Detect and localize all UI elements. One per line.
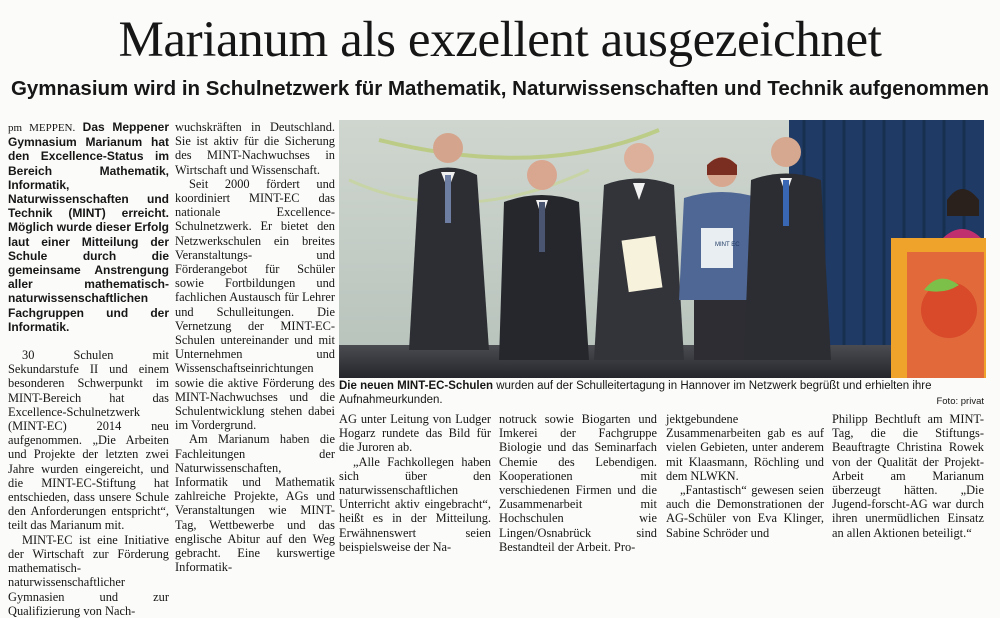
article-column-4 [499,412,657,553]
lead-text: Das Meppener Gymnasium Marianum hat den Excellence-Status im Bereich Mathematik, Informatik, Naturwissenschaften und Technik (MINT) erreicht. Möglich wurde dieser Erfolg laut einer Mitteilung der Schule durch die gemeinsame Anstrengung aller mathematisch-naturwissenschaftlichen Fachgruppen und der Informatik. [8,120,169,334]
body-paragraph: Philipp Bechtluft am MINT-Tag, die die Stiftungs-Beauftragte Christina Rowek von der Qualität der Projekt-Arbeit am Marianum überzeugt hätten. „Die Jugend-forscht-AG war durch ihren unermüdlichen Einsatz an allen Aktionen beteiligt.“ [832,412,984,540]
caption-text: wurden auf der Schulleitertagung in Hannover im Netzwerk begrüßt und erhielten ihre Aufnahmeurkunden. [339,380,932,406]
body-paragraph: notruck sowie Biogarten und Imkerei der Fachgruppe Biologie und das Seminarfach Chemie des Lebendigen. Kooperationen mit verschiedenen Firmen und die Zusammenarbeit mit Hochschulen wie Lingen/Osnabrück sind Bestandteil der Arbeit. Pro- [499,412,657,554]
article-column-6 [832,412,984,553]
photo-credit: Foto: privat [936,396,984,407]
article-column-1 [8,120,169,618]
body-paragraph: 30 Schulen mit Sekundarstufe II und einem besonderen Schwerpunkt im MINT-Bereich hat das Excellence-Schulnetzwerk (MINT-EC) 2014 neu aufgenommen. „Die Arbeiten und Projekte der letzten zwei Jahre wurden eingereicht, und die MINT-EC-Stiftung hat entschieden, dass unsere Schule den Anforderungen entspricht“, teilt das Marianum mit. [8,348,169,533]
photo-caption [339,380,984,407]
lead-paragraph [8,120,169,334]
article-column-5 [666,412,824,553]
body-paragraph: jektgebundene Zusammenarbeiten gab es auf vielen Gebieten, unter anderem mit Klaasmann, Röchling und dem NLWKN. [666,412,824,483]
article-photo [339,120,984,378]
group-photo-image [339,120,984,378]
body-paragraph: wuchskräften in Deutschland. Sie ist aktiv für die Sicherung des MINT-Nachwuchses in Wirtschaft und Wissenschaft. [175,120,335,177]
body-paragraph: AG unter Leitung von Ludger Hogarz rundete das Bild für die Juroren ab. [339,412,491,455]
subheadline: Gymnasium wird in Schulnetzwerk für Mathematik, Naturwissenschaften und Technik aufgenommen [10,77,990,100]
caption-bold: Die neuen MINT-EC-Schulen [339,380,493,392]
headline: Marianum als exzellent ausgezeichnet [118,12,882,68]
body-paragraph: „Fantastisch“ gewesen seien auch die Demonstrationen der AG-Schüler von Eva Klinger, Sabine Schröder und [666,483,824,540]
article-column-3 [339,412,491,553]
author-dateline: pm MEPPEN. [8,122,76,134]
body-paragraph: „Alle Fachkollegen haben sich über den naturwissenschaftlichen Unterricht aktiv eingebracht“, heißt es in der Mitteilung. Erwähnenswert seien beispielsweise der Na- [339,454,491,554]
certificate-text: MINT EC [715,242,740,248]
body-paragraph: MINT-EC ist eine Initiative der Wirtschaft zur Förderung mathematisch-naturwissenschaftlicher Gymnasien und zur Qualifizierung von Nach- [8,532,169,618]
article-column-2 [175,120,335,575]
body-paragraph: Am Marianum haben die Fachleitungen der Naturwissenschaften, Informatik und Mathematik zahlreiche Projekte, AGs und Veranstaltungen wie MINT-Tag, Wettbewerbe und das englische Abitur auf den Weg gebracht. Eine kurswertige Informatik- [175,432,335,575]
body-paragraph: Seit 2000 fördert und koordiniert MINT-EC das nationale Excellence-Schulnetzwerk. Er bietet den Netzwerkschulen ein breites Veranstaltungs- und Förderangebot für Schüler sowie Fortbildungen und fachlichen Austausch für Lehrer und Schulleitungen. Die Vernetzung der MINT-EC-Schulen untereinander und mit Unternehmen und Wissenschaftseinrichtungen sowie die aktive Förderung des MINT-Nachwuchses und die Schulentwicklung stehen dabei im Vordergrund. [175,176,335,433]
